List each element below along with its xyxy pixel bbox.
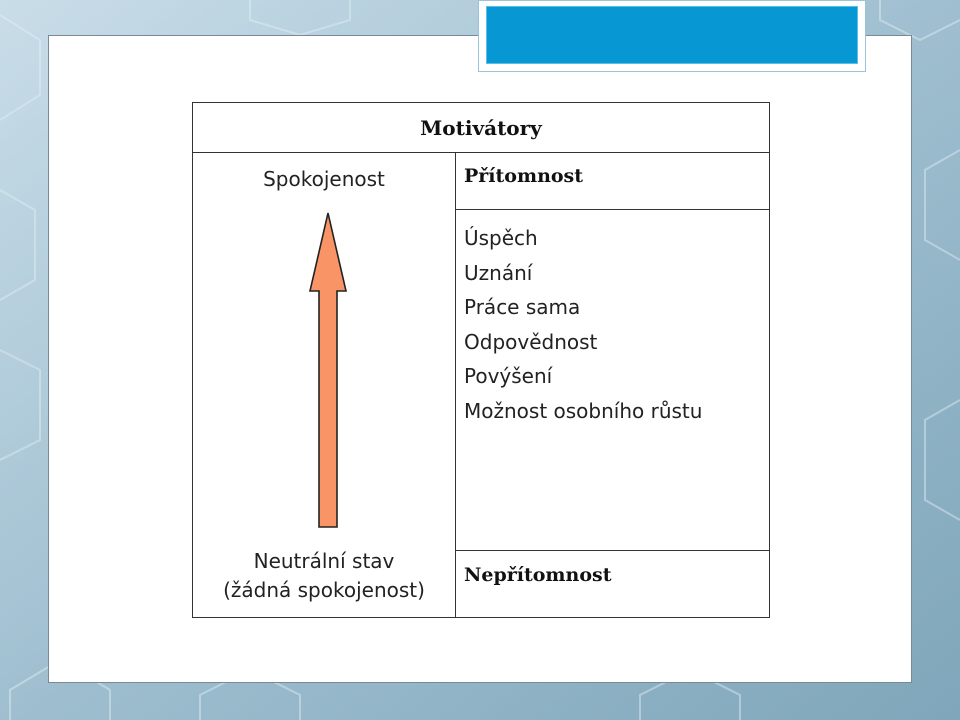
list-item: Úspěch [464, 226, 538, 250]
presence-label: Přítomnost [464, 165, 584, 187]
column-divider [455, 153, 456, 617]
scale-top-label: Spokojenost [263, 167, 385, 191]
title-placeholder [486, 6, 858, 64]
scale-bottom-label-line: Neutrální stav [253, 549, 395, 573]
list-item: Možnost osobního růstu [464, 398, 703, 423]
row-divider-bottom [455, 550, 769, 551]
list-item: Uznání [464, 260, 533, 285]
satisfaction-arrow-icon [303, 211, 353, 529]
list-item: Povýšení [464, 364, 553, 389]
scale-bottom-label-line: (žádná spokojenost) [223, 578, 425, 602]
motivators-list [464, 221, 702, 429]
list-item: Práce sama [464, 295, 581, 320]
scale-bottom-label [193, 547, 455, 605]
list-item: Odpovědnost [464, 329, 598, 354]
motivators-diagram [192, 102, 770, 618]
diagram-header: Motivátory [193, 103, 769, 153]
absence-label: Nepřítomnost [464, 564, 612, 586]
row-divider-top [455, 209, 769, 210]
title-placeholder-frame [478, 0, 866, 72]
